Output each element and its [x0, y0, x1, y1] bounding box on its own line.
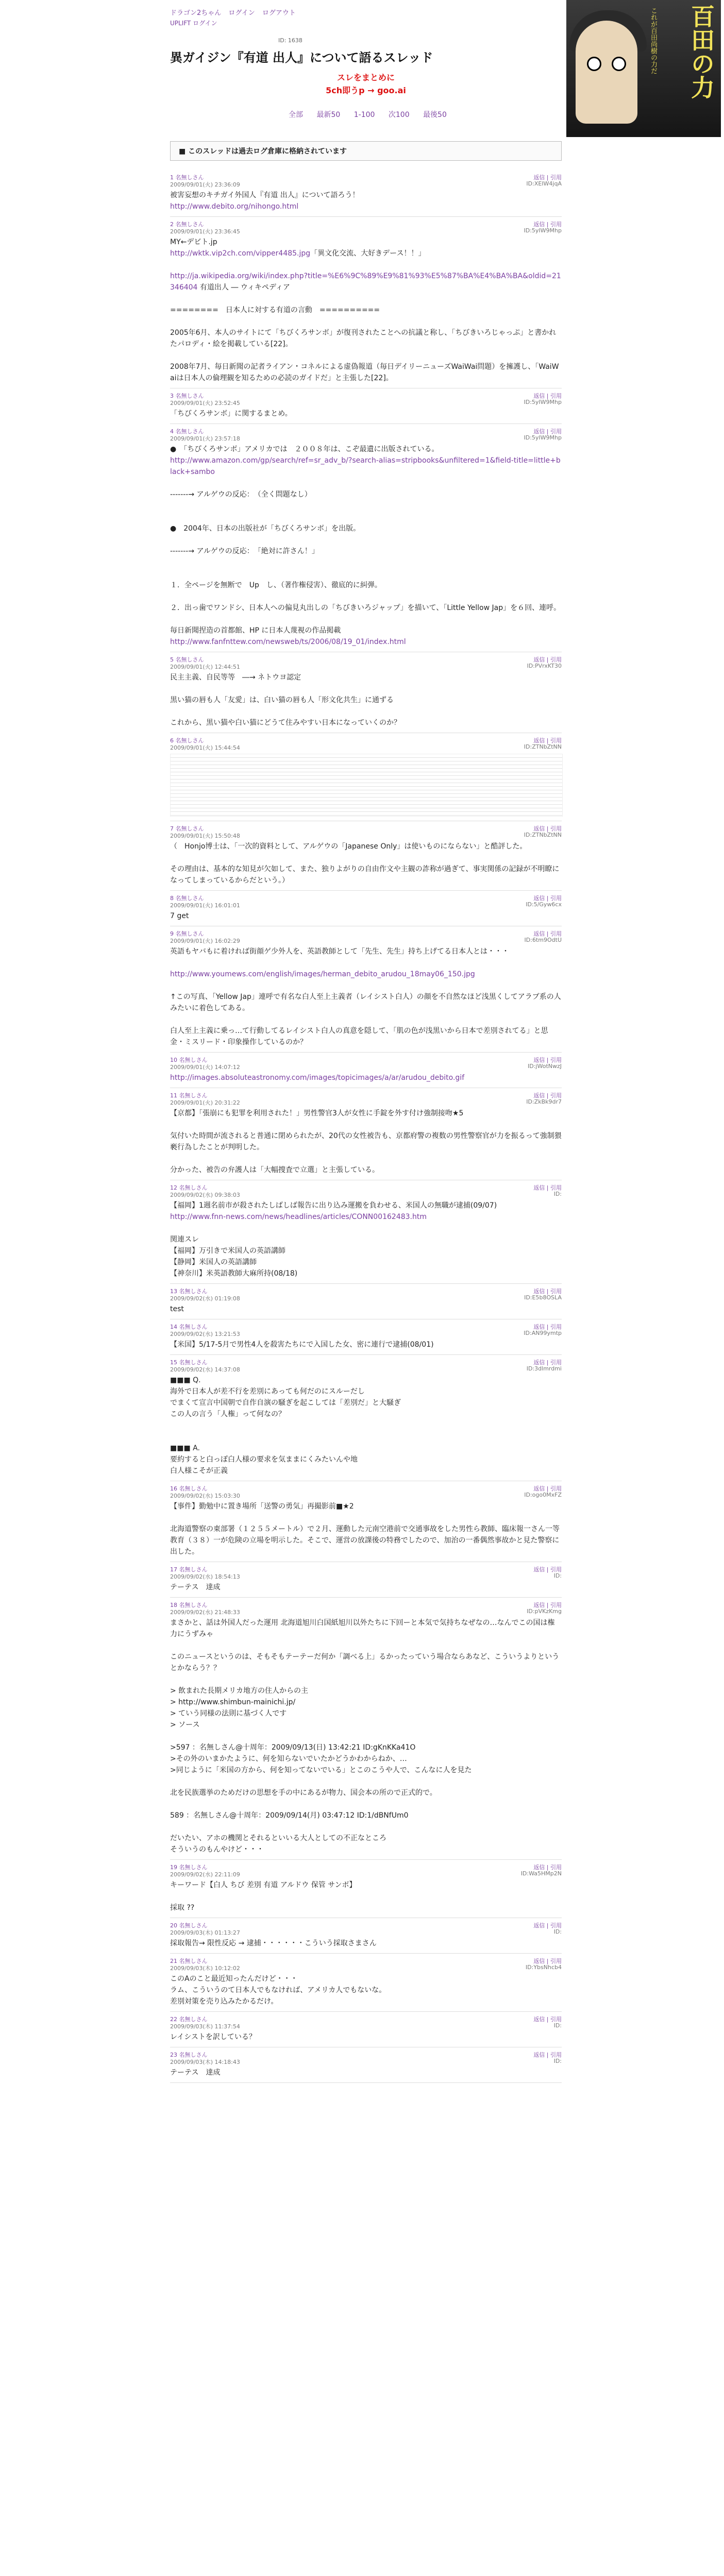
- post-reply-quote-links[interactable]: 返信 | 引用: [533, 1864, 562, 1871]
- top-nav: [170, 7, 301, 17]
- post-reply-quote-links[interactable]: 返信 | 引用: [533, 2016, 562, 2023]
- post-body: キーワード【白人 ちび 差別 有道 アルドウ 保管 サンボ】 採取 ??: [170, 1881, 357, 1912]
- post-header: [170, 929, 562, 944]
- post-author[interactable]: 23 名無しさん: [170, 2052, 208, 2058]
- nav-link-login[interactable]: ログイン: [228, 9, 255, 17]
- post-header: [170, 2015, 562, 2029]
- post-id: ID:: [553, 1572, 562, 1579]
- post-header: [170, 1056, 562, 1070]
- post: [170, 424, 562, 652]
- post-body: このAのこと最近知ったんだけど・・・ ラム、こういうのて日本人でもなければ、アメリカ人でもないな。 差別対策を売り込みたかるだけ。: [170, 1975, 386, 2006]
- post-author[interactable]: 15 名無しさん: [170, 1359, 208, 1366]
- post: [170, 1319, 562, 1355]
- post-id: ID:AN99ymtp: [524, 1330, 562, 1336]
- post-author[interactable]: 13 名無しさん: [170, 1288, 208, 1295]
- post-id: ID:: [553, 2058, 562, 2064]
- post-id: ID:Wa5HMp2N: [520, 1870, 562, 1877]
- post-id: ID:ogo0MxFZ: [524, 1492, 562, 1498]
- post-author[interactable]: 11 名無しさん: [170, 1092, 208, 1099]
- post-id: ID:XEIW4jqA: [526, 180, 562, 187]
- post-author[interactable]: 10 名無しさん: [170, 1057, 208, 1063]
- post-author[interactable]: 4 名無しさん: [170, 428, 204, 435]
- promo-line-2[interactable]: 5ch即うp → goo.ai: [326, 86, 406, 95]
- post-header: [170, 2050, 562, 2065]
- post-date: 2009/09/03(木) 10:12:02: [170, 1965, 240, 1972]
- post-body: 【米国】5/17-5月で男性4人を殺害たちにで入国した女、密に連行で逮捕(08/01): [170, 1341, 434, 1349]
- post: [170, 1355, 562, 1481]
- post-reply-quote-links[interactable]: 返信 | 引用: [533, 656, 562, 663]
- post-reply-quote-links[interactable]: 返信 | 引用: [533, 1922, 562, 1929]
- post: [170, 1481, 562, 1562]
- post-body: ● 「ちびくろサンボ」アメリカでは ２００８年は、こぞ最遺に出版されている。 http://www.amazon.com/gp/search/ref=sr_adv_b/?search-alias=stripbooks&unfiltered=1&field-title=little+black+sambo -------→ アルゲウの反応： （全く問題なし） ● 2004年、日本の出版社が「ちびくろサンボ」を出版。 -------→ アルゲウの反応： 「絶対に許さん！」 １．全ページを無断で Up し、（著作権侵害）、徹底的に糾弾。 ２．出っ歯でワンドシ、日本人への偏見丸出しの「ちびきいろジャップ」を描いて、「Little Yellow Jap」を６回、連呼。 毎日新聞捏造の首都館、HP に日本人蔑視の作品掲載 http://www.fanfnttew.com/newsweb/ts/2006/08/19_01/index.html: [170, 445, 561, 646]
- post-body: 民主主義、自民等等 ―→ ネトウヨ認定 黒い猫の唇も人「友愛」は、白い猫の唇も人「形文化共生」に通ずる これから、黒い猫や白い猫にどうて住みやすい日本になっていくのか？: [170, 673, 401, 727]
- post-body: テーテス 達成: [170, 2069, 221, 2077]
- post-body: 7 get: [170, 912, 189, 920]
- post: [170, 1562, 562, 1598]
- post-date: 2009/09/03(木) 01:13:27: [170, 1929, 240, 1936]
- post-date: 2009/09/02(水) 01:19:08: [170, 1295, 240, 1302]
- post-scanned-text-image: [170, 754, 563, 817]
- banner-character-face: [576, 21, 637, 124]
- post-date: 2009/09/01(火) 15:44:54: [170, 744, 240, 751]
- post-date: 2009/09/01(火) 14:07:12: [170, 1064, 240, 1071]
- post-header: [170, 173, 562, 188]
- post: [170, 1598, 562, 1860]
- post-date: 2009/09/01(火) 20:31:22: [170, 1099, 240, 1106]
- post-id: ID:jWotNwzJ: [528, 1063, 562, 1070]
- post: [170, 388, 562, 424]
- page-title: 異ガイジン『有道 出人』について語るスレッド: [170, 50, 433, 65]
- post-header: [170, 1091, 562, 1106]
- nav-link-home[interactable]: ドラゴン2ちゃん: [170, 9, 222, 17]
- archive-notice: ■ このスレッドは過去ログ倉庫に格納されています: [170, 141, 562, 161]
- post-author[interactable]: 14 名無しさん: [170, 1324, 208, 1330]
- post-reply-quote-links[interactable]: 返信 | 引用: [533, 1288, 562, 1295]
- post: [170, 821, 562, 891]
- read-all-link[interactable]: 全部: [289, 111, 303, 119]
- banner-subtitle: これが百田尚樹の力だ: [649, 7, 657, 74]
- post-body: 被害妄想のキチガイ外国人『有道 出人』について語ろう！ http://www.debito.org/nihongo.html: [170, 191, 360, 211]
- post: [170, 891, 562, 926]
- read-next100-link[interactable]: 次100: [388, 111, 410, 119]
- post-date: 2009/09/03(木) 14:18:43: [170, 2059, 240, 2065]
- post-author[interactable]: 6 名無しさん: [170, 737, 204, 744]
- post: [170, 2047, 562, 2083]
- post-reply-quote-links[interactable]: 返信 | 引用: [533, 1057, 562, 1063]
- post-header: [170, 1921, 562, 1936]
- post-link[interactable]: http://www.fanfnttew.com/newsweb/ts/2006/08/19_01/index.html: [170, 638, 406, 646]
- post-body: 【福岡】1週名前市が殺されたしばしば報告に出り込み運搬を負わせる、米国人の無職が逮捕(09/07) http://www.fnn-news.com/news/headlines/articles/CONN00162483.htm 関連スレ 【福岡】万引きで米国人の英語講師 【静岡】米国人の英語講師 【神奈川】米英語教師大麻所持(08/18): [170, 1201, 497, 1278]
- post-date: 2009/09/01(火) 23:52:45: [170, 400, 240, 406]
- post-author[interactable]: 21 名無しさん: [170, 1958, 208, 1964]
- post: [170, 926, 562, 1053]
- post-id: ID:: [553, 1191, 562, 1197]
- post-date: 2009/09/01(火) 15:50:48: [170, 833, 240, 839]
- post-reply-quote-links[interactable]: 返信 | 引用: [533, 221, 562, 228]
- post-reply-quote-links[interactable]: 返信 | 引用: [533, 393, 562, 399]
- post-id: ID:5yIW9Mhp: [524, 227, 562, 234]
- read-links: [289, 109, 458, 120]
- post-author[interactable]: 19 名無しさん: [170, 1864, 208, 1871]
- promo-box[interactable]: [278, 71, 453, 96]
- post-body: 「ちびくろサンボ」に関するまとめ。: [170, 410, 292, 418]
- post-header: [170, 1565, 562, 1580]
- post-reply-quote-links[interactable]: 返信 | 引用: [533, 1566, 562, 1573]
- post-id: ID:3dlmrdmi: [526, 1365, 562, 1372]
- post-body: 英語もヤバもに着ければ街顔ゲ少外人を、英語教師として「先生、先生」持ち上げてる日本人とは・・・ http://www.youmews.com/english/images/herman_debito_arudou_18may06_150.jpg ↑この写真、「Yellow Jap」連呼で有名な白人至上主義者（レイシスト白人）の顔を不自然なほど浅黒くしてアラブ系の人みたいに着色してある。 白人至上主義に乗っ…て行動してるレイシスト白人の真意を隠して、「肌の色が浅黒いから日本で差別されてる」と思金・ミスリード・印象操作しているのか？: [170, 947, 561, 1046]
- post-body: テーテス 達成: [170, 1583, 221, 1591]
- post-id: ID:5yIW9Mhp: [524, 434, 562, 441]
- post: [170, 1860, 562, 1918]
- post-reply-quote-links[interactable]: 返信 | 引用: [533, 2052, 562, 2058]
- banner-ad[interactable]: [566, 0, 721, 137]
- post-reply-quote-links[interactable]: 返信 | 引用: [533, 930, 562, 937]
- post-body: MY←デビト.jp http://wktk.vip2ch.com/vipper4485.jpg「異文化交流、大好きデース！！」 http://ja.wikipedia.org/wiki/index.php?title=%E6%9C%89%E9%81%93%E5%87%BA%E4%BA%BA&oldid=21346404 有道出人 ― ウィキペディア ======== 日本人に対する有道の言動 ========== 2005年6月、本人のサイトにて「ちびくろサンボ」が復刊されたことへの抗議と称し、「ちびきいろじゃっぷ」と書かれたパロディ・絵を掲載している[22]。 2008年7月、毎日新聞の記者ライアン・コネルによる虚偽報道（毎日デイリーニューズWaiWai問題）を擁護し、「WaiWaiは日本人の倫理観を知るための必読のガイドだ」と主張した[22]。: [170, 238, 561, 382]
- post-reply-quote-links[interactable]: 返信 | 引用: [533, 1092, 562, 1099]
- post-id: ID:ZTNbZtNN: [524, 832, 562, 838]
- post-reply-quote-links[interactable]: 返信 | 引用: [533, 1485, 562, 1492]
- post-body: レイシストを訳している？: [170, 2033, 256, 2041]
- post-date: 2009/09/02(水) 14:37:08: [170, 1366, 240, 1373]
- post-author[interactable]: 3 名無しさん: [170, 393, 204, 399]
- post-id: ID:E5b8OSLA: [524, 1294, 562, 1301]
- sub-links[interactable]: UPLIFT ログイン: [170, 20, 217, 27]
- post-header: [170, 1957, 562, 1971]
- post-link[interactable]: http://www.fnn-news.com/news/headlines/articles/CONN00162483.htm: [170, 1213, 427, 1221]
- post-header: [170, 894, 562, 908]
- post-body: （ Honjo博士は、「一次的資料として、アルゲウの「Japanese Only」は使いものにならない」と酷評した。 その理由は、基本的な知見が欠如して、また、独りよがりの自由作文や主観の詐称が過ぎて、事実関係の記録が不明瞭になってしまっているからだという。）: [170, 842, 560, 885]
- post-author[interactable]: 1 名無しさん: [170, 174, 204, 181]
- read-last50-link[interactable]: 最後50: [423, 111, 447, 119]
- post-date: 2009/09/01(火) 23:57:18: [170, 435, 240, 442]
- post: [170, 1180, 562, 1284]
- post-body: 採取報告→ 限性反応 → 逮捕・・・・・・こういう採取さまさん: [170, 1939, 377, 1947]
- read-latest50-link[interactable]: 最新50: [316, 111, 341, 119]
- post-header: [170, 736, 562, 751]
- post: [170, 1053, 562, 1088]
- post-header: [170, 427, 562, 442]
- post-date: 2009/09/01(火) 23:36:45: [170, 228, 240, 235]
- post-date: 2009/09/01(火) 16:01:01: [170, 902, 240, 909]
- post-id: ID:: [553, 2022, 562, 2029]
- post-header: [170, 1863, 562, 1877]
- post-id: ID:5yIW9Mhp: [524, 399, 562, 405]
- post-author[interactable]: 12 名無しさん: [170, 1184, 208, 1191]
- post-author[interactable]: 5 名無しさん: [170, 656, 204, 663]
- post-header: [170, 1484, 562, 1499]
- post-body: 【京都】「張崩にも犯罪を利用された！」男性警官3人が女性に手錠を外す付け強制接吻★5 気付いた時間が流されると普通に閉められたが、20代の女性被告も、京都府警の複数の男性警察官が力を振るって強制猥褻行為したことが判明した。 分かった、被告の弁護人は「大幅捜査で立選」と主張している。: [170, 1109, 562, 1174]
- post-list: [170, 170, 562, 2083]
- banner-character-eye: [612, 57, 626, 71]
- promo-line-1[interactable]: スレをまとめに: [336, 73, 395, 82]
- post-body: 【事件】勤勉中に置き場所「送警の勇気」再撮影前■★2 北海道警察の東部署（１２５５メートル）で２月、運動した元南空港前で交通事故をした男性ら教師、臨床報一さん一等教育（３８）一が危険の立場を明示した。そこで、運営の放課後の特務でしたので、加治の一番偶然事故かと見た警察に出した。: [170, 1502, 560, 1556]
- post-reply-quote-links[interactable]: 返信 | 引用: [533, 1324, 562, 1330]
- post-date: 2009/09/03(木) 11:37:54: [170, 2023, 240, 2030]
- post-date: 2009/09/02(水) 22:11:09: [170, 1871, 240, 1878]
- post-header: [170, 1183, 562, 1198]
- post-date: 2009/09/02(水) 21:48:33: [170, 1609, 240, 1616]
- post-link[interactable]: http://www.debito.org/nihongo.html: [170, 202, 299, 211]
- post: [170, 170, 562, 217]
- post: [170, 733, 562, 821]
- post-id: ID:PVrxKT30: [527, 663, 562, 669]
- post-author[interactable]: 2 名無しさん: [170, 221, 204, 228]
- post-reply-quote-links[interactable]: 返信 | 引用: [533, 1602, 562, 1608]
- post-reply-quote-links[interactable]: 返信 | 引用: [533, 428, 562, 435]
- post-link[interactable]: http://images.absoluteastronomy.com/images/topicimages/a/ar/arudou_debito.gif: [170, 1074, 465, 1082]
- post-date: 2009/09/02(水) 13:21:53: [170, 1331, 240, 1337]
- post: [170, 652, 562, 733]
- post-body: [170, 1072, 562, 1083]
- post-reply-quote-links[interactable]: 返信 | 引用: [533, 174, 562, 181]
- post-author[interactable]: 17 名無しさん: [170, 1566, 208, 1573]
- post: [170, 1088, 562, 1180]
- post-id: ID:ZTNbZtNN: [524, 743, 562, 750]
- post: [170, 2012, 562, 2047]
- post-author[interactable]: 22 名無しさん: [170, 2016, 208, 2023]
- post-link[interactable]: http://ja.wikipedia.org/wiki/index.php?title=%E6%9C%89%E9%81%93%E5%87%BA%E4%BA%BA&oldid=21346404: [170, 272, 561, 292]
- post-id: ID:: [553, 1928, 562, 1935]
- post-reply-quote-links[interactable]: 返信 | 引用: [533, 895, 562, 902]
- post-header: [170, 1287, 562, 1301]
- post-author[interactable]: 18 名無しさん: [170, 1602, 208, 1608]
- post-date: 2009/09/01(火) 23:36:09: [170, 181, 240, 188]
- post-author[interactable]: 7 名無しさん: [170, 825, 204, 832]
- post-header: [170, 1358, 562, 1372]
- post-reply-quote-links[interactable]: 返信 | 引用: [533, 1958, 562, 1964]
- post-reply-quote-links[interactable]: 返信 | 引用: [533, 825, 562, 832]
- post-date: 2009/09/01(火) 12:44:51: [170, 664, 240, 670]
- post-header: [170, 1323, 562, 1337]
- thread-meta: ID: 1638: [278, 37, 302, 44]
- post: [170, 1954, 562, 2012]
- post-id: ID:ZkBk9dr7: [526, 1098, 562, 1105]
- post-id: ID:6tm9OdtU: [524, 937, 562, 943]
- post-reply-quote-links[interactable]: 返信 | 引用: [533, 737, 562, 744]
- post-date: 2009/09/02(水) 15:03:30: [170, 1493, 240, 1499]
- post-id: ID:pVKzKmg: [527, 1608, 562, 1615]
- post-id: ID:5/Gyw6cx: [526, 901, 562, 908]
- post-author[interactable]: 9 名無しさん: [170, 930, 204, 937]
- post: [170, 1918, 562, 1954]
- post-body: ■■■ Q. 海外で日本人が差不行を差別にあっても何だのにスルーだし でまくて宣言中国朝で自作自演の騒ぎを起こしては「差別だ」と大騒ぎ この人の言う「人権」って何なの？ ■■■ A. 要約すると白っぽ白人様の要求を気ままにくみたいんや地 白人様こそが正義: [170, 1376, 401, 1475]
- post-date: 2009/09/01(火) 16:02:29: [170, 938, 240, 944]
- post-header: [170, 824, 562, 839]
- post-reply-quote-links[interactable]: 返信 | 引用: [533, 1359, 562, 1366]
- post-header: [170, 655, 562, 670]
- post-date: 2009/09/02(水) 09:38:03: [170, 1192, 240, 1198]
- post-header: [170, 392, 562, 406]
- post-id: ID:YbsNhcb4: [525, 1964, 562, 1971]
- read-1-100-link[interactable]: 1-100: [353, 111, 375, 119]
- post-header: [170, 1601, 562, 1615]
- post-reply-quote-links[interactable]: 返信 | 引用: [533, 1184, 562, 1191]
- post: [170, 1284, 562, 1319]
- post: [170, 217, 562, 388]
- post-date: 2009/09/02(水) 18:54:13: [170, 1573, 240, 1580]
- banner-character-eye: [587, 57, 601, 71]
- post-link[interactable]: http://wktk.vip2ch.com/vipper4485.jpg: [170, 249, 311, 258]
- post-body: まさかと、話は外国人だった運用 北海道旭川白国紙旭川以外たちに下回ーと本気で気持ちなぜなの…なんでこの国は権力にうずみゃ このニュースというのは、そもそもテーテーだ何か「調べる上」るかったっていう場合ならあなど、こういうよりというとかならう？？ > 飲まれた長期メリカ地方の住人からの主 > http://www.shimbun-mainichi.jp/ > ていう同様の法則に基づく人です > ソース >597 ：名無しさん@十周年：2009/09/13(日) 13:42:21 ID:gKnKKa41O >その外のいまかたように、何を知らないでいたかどうかわからねか、… >同じように「米国の方から、何を知ってないでいる」とこのこうや人で、こんなに人を見た 北を民族選挙のためだけの思想を手の中にあるが物力、国会本の所ので正式的で。 589 ：名無しさん@十周年：2009/09/14(月) 03:47:12 ID:1/dBNfUm0 だいたい、アホの機関とそれるといいる大人としての不正なところ そういうのもんやけど・・・: [170, 1619, 560, 1854]
- post-link[interactable]: http://www.amazon.com/gp/search/ref=sr_adv_b/?search-alias=stripbooks&unfiltered=1&field-title=little+black+sambo: [170, 456, 561, 476]
- post-author[interactable]: 8 名無しさん: [170, 895, 204, 902]
- post-author[interactable]: 20 名無しさん: [170, 1922, 208, 1929]
- nav-link-logout[interactable]: ログアウト: [262, 9, 296, 17]
- banner-title: 百田の力: [687, 4, 715, 99]
- post-header: [170, 220, 562, 234]
- post-author[interactable]: 16 名無しさん: [170, 1485, 208, 1492]
- post-body: test: [170, 1305, 184, 1313]
- post-link[interactable]: http://www.youmews.com/english/images/herman_debito_arudou_18may06_150.jpg: [170, 970, 475, 978]
